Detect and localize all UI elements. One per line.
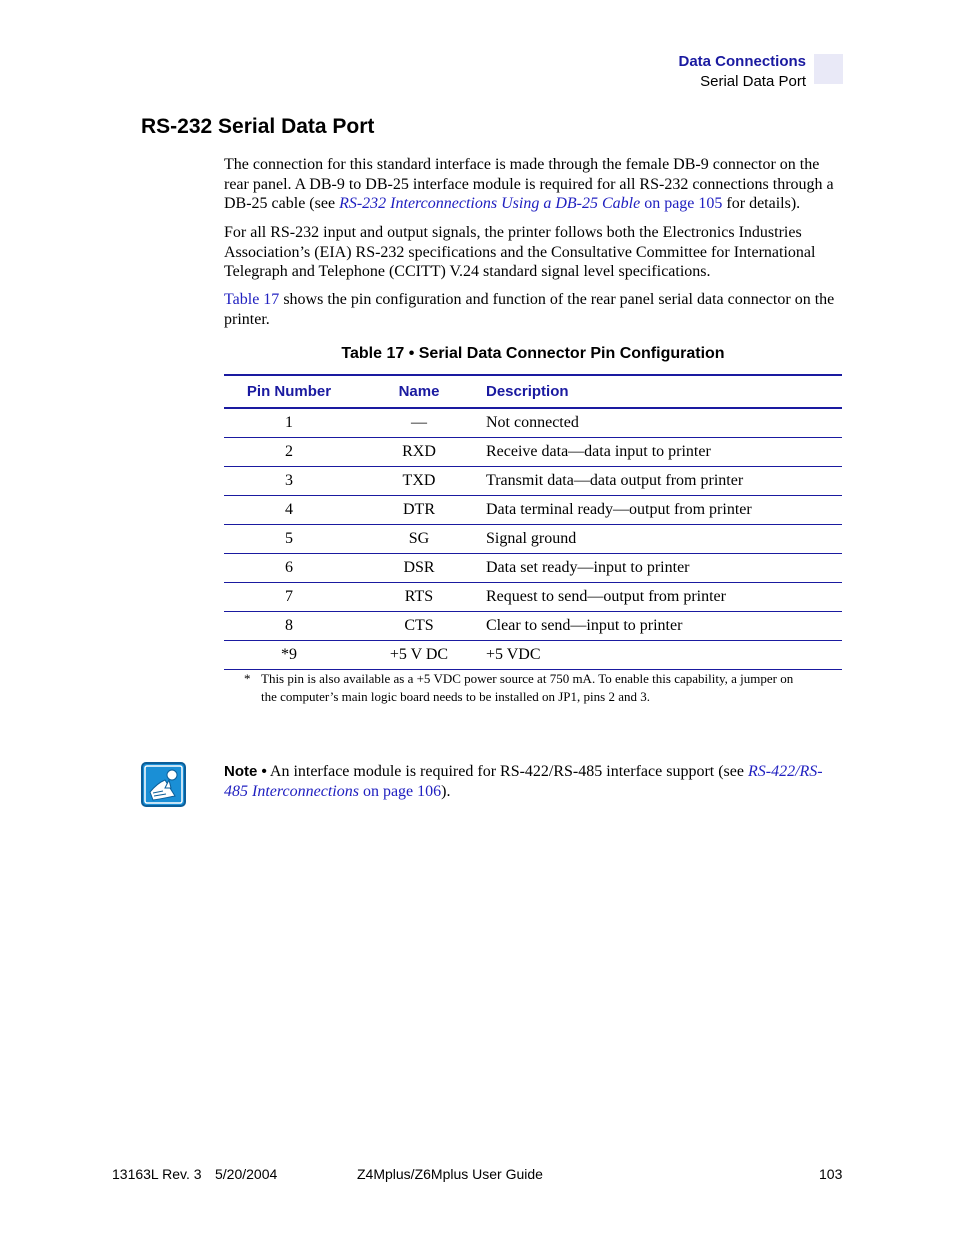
table-row: [224, 583, 842, 612]
description-cell: Data set ready—input to printer: [484, 554, 842, 583]
col-header-pin: Pin Number: [224, 375, 354, 408]
note-icon: [141, 762, 186, 807]
name-cell: DTR: [354, 496, 484, 525]
footer-guide-title: Z4Mplus/Z6Mplus User Guide: [357, 1166, 543, 1182]
intro-text-b: for details).: [722, 195, 801, 212]
name-cell: CTS: [354, 612, 484, 641]
name-cell: RXD: [354, 438, 484, 467]
signals-paragraph: For all RS-232 input and output signals, the printer follows both the Electronics Industries Association’s (EIA) RS-232 specifications and the Consultative Committee for International Telegraph and Telephone (CCITT) V.24 standard signal level specifications.: [224, 224, 816, 280]
table-row: [224, 554, 842, 583]
table-caption: Table 17 • Serial Data Connector Pin Configuration: [341, 345, 725, 362]
table-row: [224, 467, 842, 496]
pin-cell: 1: [224, 408, 354, 438]
footer-date: 5/20/2004: [215, 1166, 278, 1182]
table-ref-paragraph: [224, 290, 844, 329]
description-cell: Request to send—output from printer: [484, 583, 842, 612]
pin-config-table: [224, 374, 842, 670]
rs232-db25-page-link[interactable]: on page 105: [640, 195, 723, 212]
table-row: [224, 612, 842, 641]
rs232-db25-link[interactable]: RS-232 Interconnections Using a DB-25 Cable: [339, 195, 641, 212]
pin-cell: 7: [224, 583, 354, 612]
name-cell: TXD: [354, 467, 484, 496]
footnote-text: This pin is also available as a +5 VDC power source at 750 mA. To enable this capability, a jumper on the computer’s main logic board needs to be installed on JP1, pins 2 and 3.: [261, 671, 794, 704]
running-header: [678, 52, 806, 92]
pin-cell: 8: [224, 612, 354, 641]
pin-cell: 4: [224, 496, 354, 525]
name-cell: DSR: [354, 554, 484, 583]
name-cell: RTS: [354, 583, 484, 612]
note-text-b: ).: [441, 782, 451, 800]
pin-cell: 5: [224, 525, 354, 554]
table-row: [224, 525, 842, 554]
table-row: [224, 641, 842, 670]
table-row: [224, 496, 842, 525]
header-section: Data Connections: [678, 53, 806, 70]
table-row: [224, 438, 842, 467]
col-header-name: Name: [354, 375, 484, 408]
pin-cell: 3: [224, 467, 354, 496]
pin-cell: 2: [224, 438, 354, 467]
intro-paragraph: [224, 155, 844, 214]
table-ref-text: shows the pin configuration and function of the rear panel serial data connector on the printer.: [224, 291, 835, 328]
name-cell: SG: [354, 525, 484, 554]
footer-doc-id: 13163L Rev. 3: [112, 1166, 202, 1182]
name-cell: —: [354, 408, 484, 438]
col-header-description: Description: [484, 375, 842, 408]
table-footnote: [244, 670, 804, 706]
description-cell: Clear to send—input to printer: [484, 612, 842, 641]
description-cell: Not connected: [484, 408, 842, 438]
pin-cell: *9: [224, 641, 354, 670]
description-cell: Data terminal ready—output from printer: [484, 496, 842, 525]
footnote-marker: *: [244, 671, 251, 686]
note-text-a: An interface module is required for RS-422/RS-485 interface support (see: [266, 763, 748, 780]
note-block: [224, 762, 844, 801]
rs422-485-page-link[interactable]: on page 106: [358, 782, 442, 800]
description-cell: +5 VDC: [484, 641, 842, 670]
header-tab-marker: [814, 54, 843, 84]
rs422-485-link[interactable]: RS-422/RS-485 Interconnections: [224, 763, 823, 800]
table-17-link[interactable]: Table 17: [224, 291, 280, 308]
pin-cell: 6: [224, 554, 354, 583]
description-cell: Receive data—data input to printer: [484, 438, 842, 467]
description-cell: Signal ground: [484, 525, 842, 554]
note-label: Note •: [224, 763, 267, 780]
header-subsection: Serial Data Port: [700, 73, 806, 90]
name-cell: +5 V DC: [354, 641, 484, 670]
intro-text-a: The connection for this standard interface is made through the female DB-9 connector on the rear panel. A DB-9 to DB-25 interface module is required for all RS-232 connections through a DB-25 cable (see: [224, 156, 834, 212]
table-row: [224, 408, 842, 438]
table-header-row: [224, 375, 842, 408]
footer-page-number: 103: [819, 1166, 843, 1182]
description-cell: Transmit data—data output from printer: [484, 467, 842, 496]
section-title: RS-232 Serial Data Port: [141, 115, 375, 138]
